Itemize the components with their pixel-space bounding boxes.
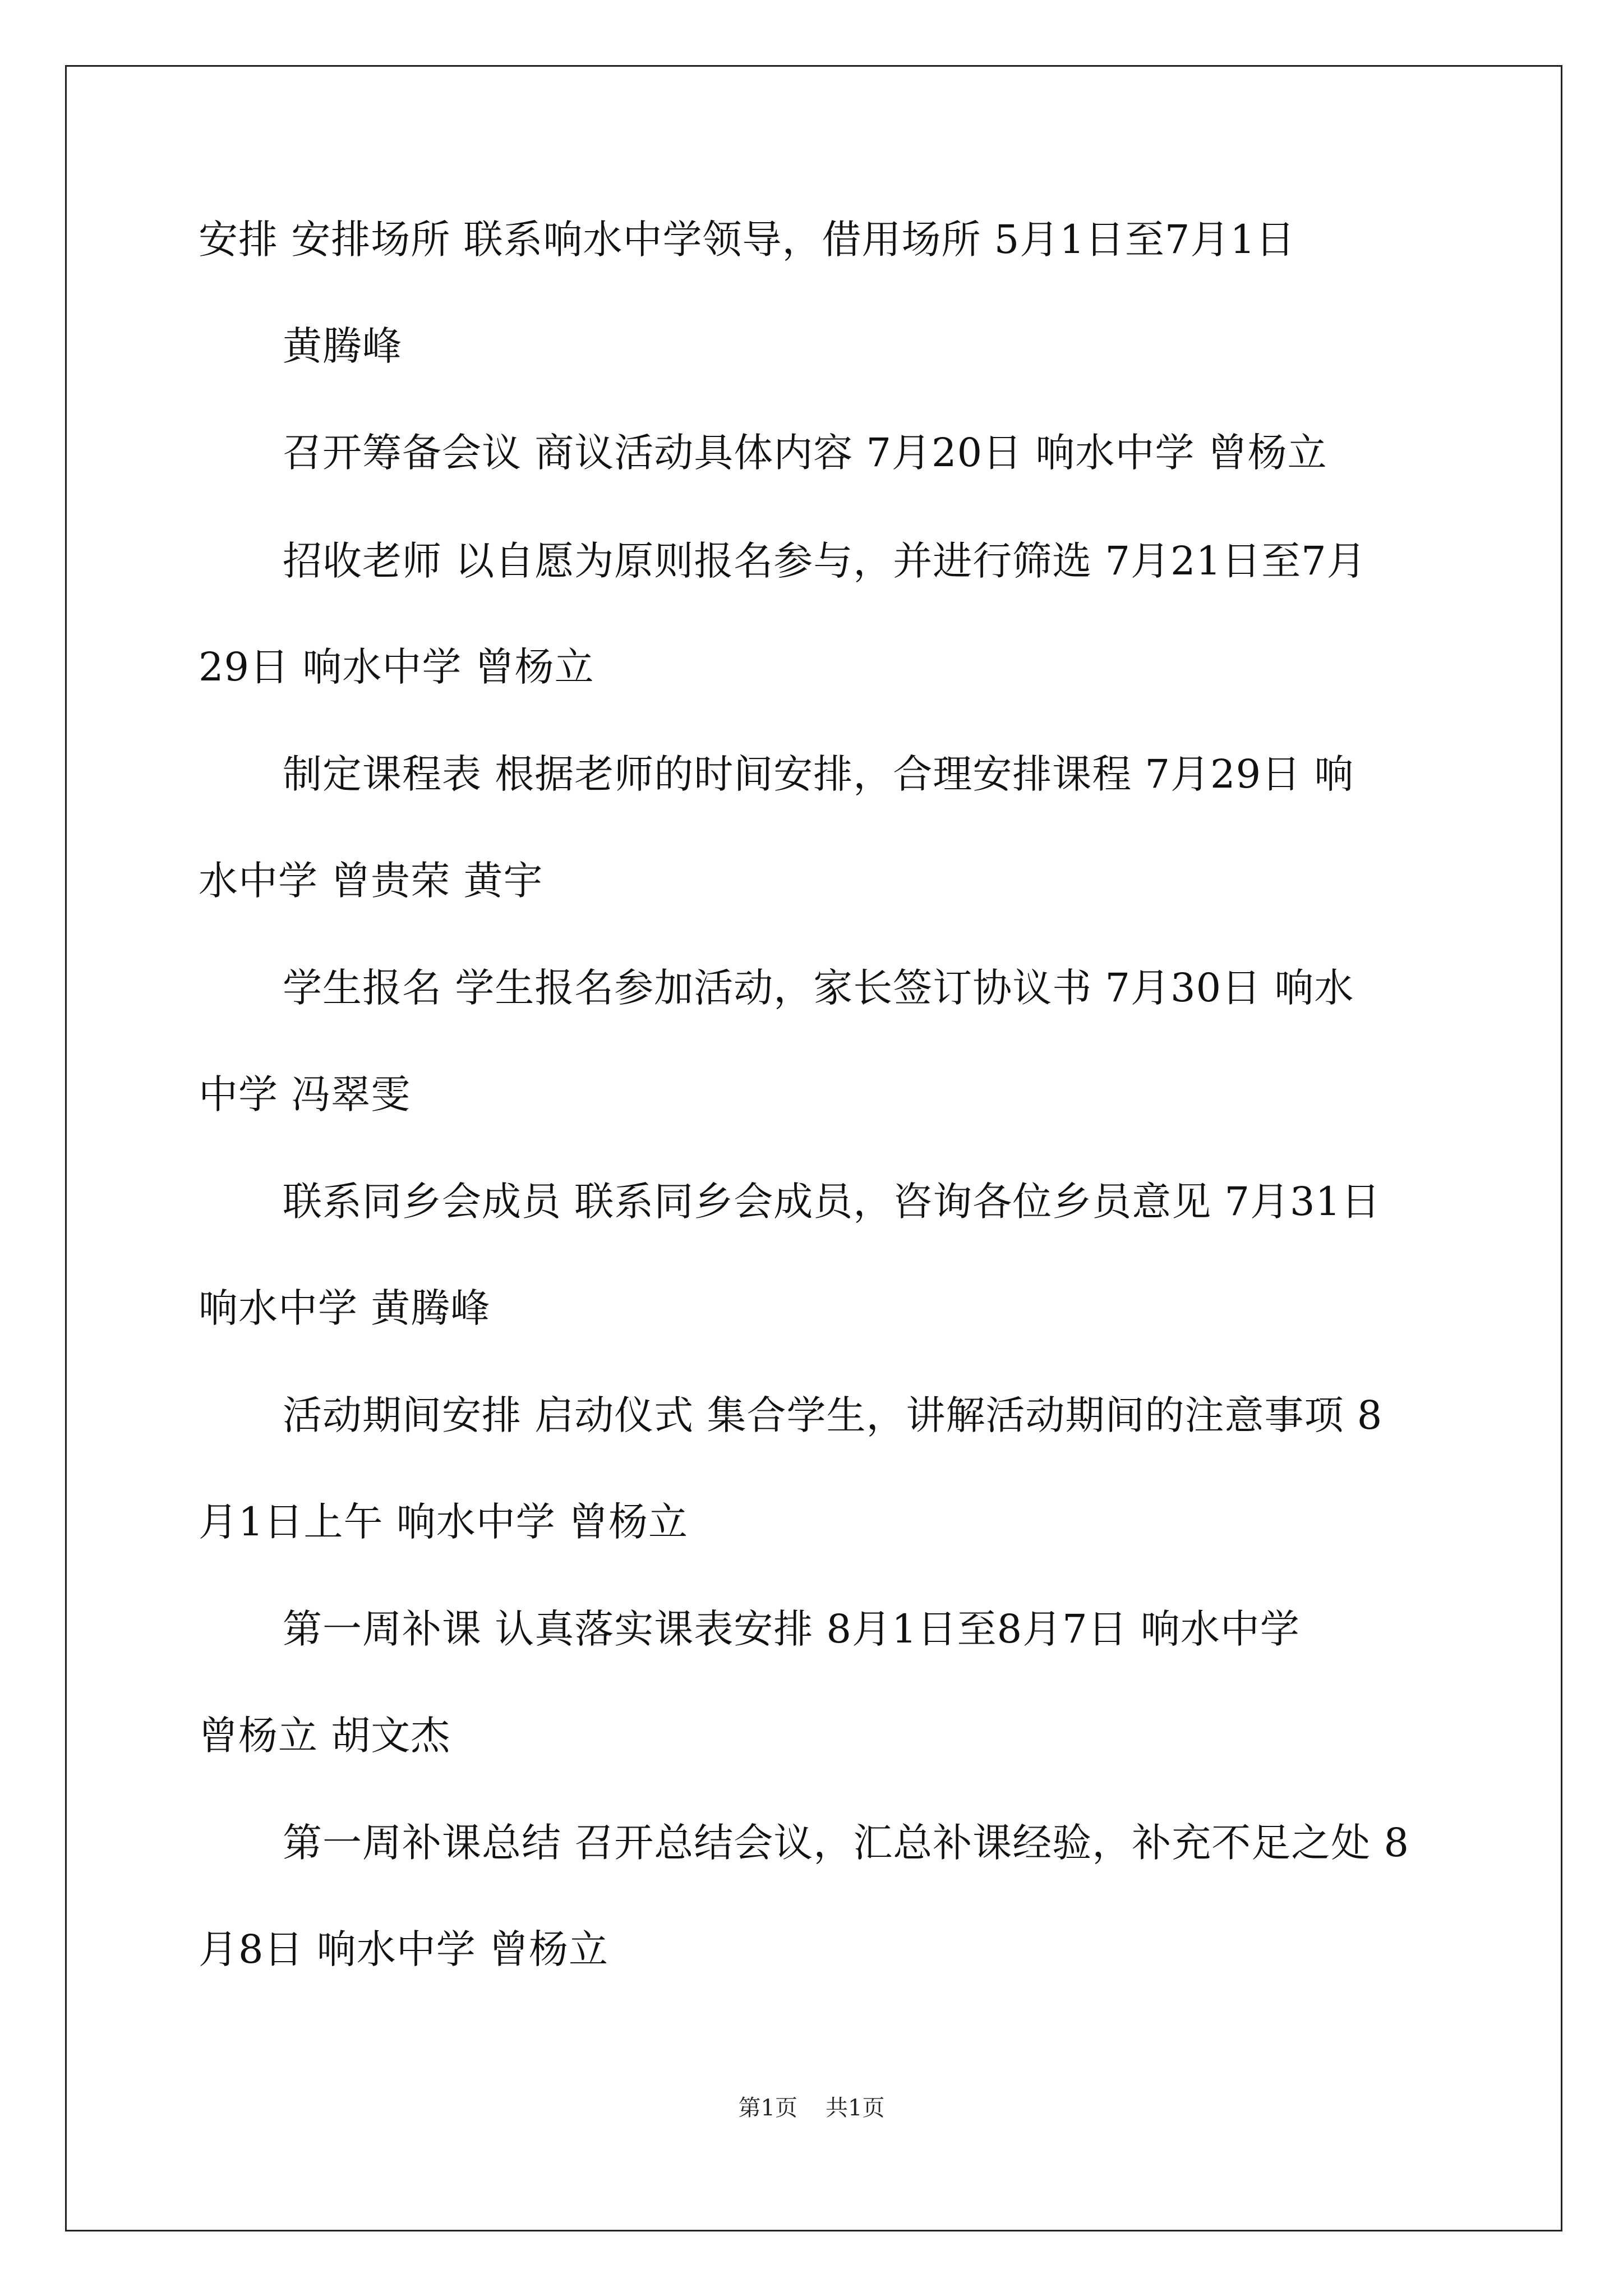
page-total: 共1页 <box>826 2095 885 2121</box>
paragraph-line: 制定课程表 根据老师的时间安排，合理安排课程 7月29日 响 <box>283 751 1354 797</box>
paragraph-line: 曾杨立 胡文杰 <box>199 1713 451 1759</box>
page-border <box>65 65 1562 2231</box>
paragraph-line: 学生报名 学生报名参加活动，家长签订协议书 7月30日 响水 <box>283 965 1354 1011</box>
paragraph-line: 中学 冯翠雯 <box>199 1071 411 1117</box>
paragraph-line: 第一周补课 认真落实课表安排 8月1日至8月7日 响水中学 <box>283 1606 1300 1652</box>
paragraph-line: 月1日上午 响水中学 曾杨立 <box>199 1499 689 1545</box>
paragraph-line: 活动期间安排 启动仪式 集合学生，讲解活动期间的注意事项 8 <box>283 1392 1383 1438</box>
paragraph-line: 第一周补课总结 召开总结会议，汇总补课经验，补充不足之处 8 <box>283 1820 1410 1866</box>
paragraph-line: 召开筹备会议 商议活动具体内容 7月20日 响水中学 曾杨立 <box>283 430 1327 476</box>
page-number: 第1页 <box>738 2095 797 2121</box>
paragraph-line: 黄腾峰 <box>283 323 402 369</box>
page-footer <box>0 2094 1623 2122</box>
paragraph-line: 安排 安排场所 联系响水中学领导，借用场所 5月1日至7月1日 <box>199 217 1295 263</box>
paragraph-line: 月8日 响水中学 曾杨立 <box>199 1926 609 1972</box>
paragraph-line: 响水中学 黄腾峰 <box>199 1285 491 1331</box>
paragraph-line: 29日 响水中学 曾杨立 <box>199 644 594 690</box>
paragraph-line: 招收老师 以自愿为原则报名参与，并进行筛选 7月21日至7月 <box>283 538 1367 584</box>
paragraph-line: 水中学 曾贵荣 黄宇 <box>199 858 543 904</box>
paragraph-line: 联系同乡会成员 联系同乡会成员，咨询各位乡员意见 7月31日 <box>283 1179 1381 1225</box>
